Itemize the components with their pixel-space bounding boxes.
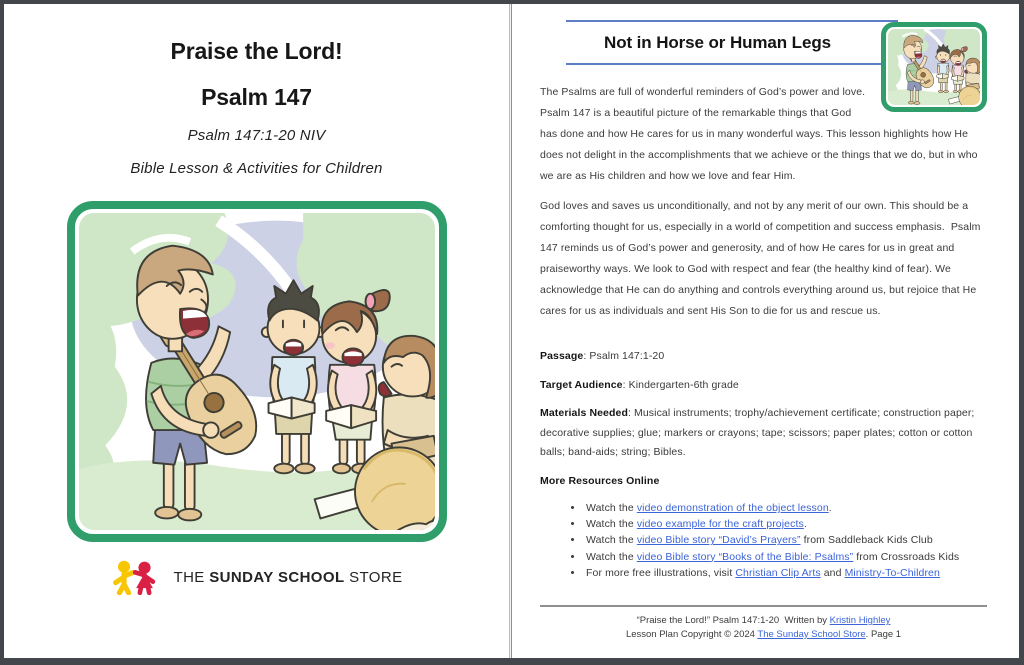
text-link[interactable]: video Bible story “David’s Prayers” — [636, 534, 801, 547]
heading-rule-bottom — [566, 63, 898, 65]
logo-text-pre: THE — [173, 568, 205, 586]
text-segment: For more free illustrations, visit — [586, 566, 736, 579]
footer-line-1 — [540, 614, 987, 628]
page-footer — [540, 605, 987, 642]
footer-line-2 — [540, 628, 987, 642]
text-segment: . — [803, 518, 807, 531]
materials-line — [540, 404, 987, 463]
publisher-logo-text — [174, 569, 403, 586]
cover-page — [4, 4, 509, 658]
singing-children-illustration — [79, 213, 435, 530]
cover-illustration — [67, 201, 447, 542]
text-segment: and — [820, 566, 845, 579]
text-segment: Watch the — [586, 534, 637, 547]
text-link[interactable]: video demonstration of the object lesson — [636, 502, 829, 514]
list-item — [584, 549, 987, 565]
document-spread — [4, 4, 1019, 658]
logo-text-bold: SUNDAY SCHOOL — [209, 568, 345, 586]
passage-label: Passage — [540, 350, 584, 362]
text-link[interactable]: video Bible story “Books of the Bible: Psalms” — [636, 550, 854, 563]
lesson-title-line1: Praise the Lord! — [170, 38, 343, 64]
section-heading-block — [566, 20, 898, 65]
list-item — [584, 500, 987, 516]
text-segment: from Crossroads Kids — [853, 550, 960, 563]
resources-heading — [540, 472, 987, 492]
text-segment: . — [828, 502, 832, 514]
passage-subtitle: Psalm 147:1-20 NIV — [187, 127, 326, 144]
materials-label: Materials Needed — [540, 407, 628, 419]
lesson-type-subtitle: Bible Lesson & Activities for Children — [130, 160, 383, 177]
footer-rule — [540, 605, 987, 607]
children-holding-hands-icon — [111, 559, 165, 595]
audience-line — [540, 376, 987, 396]
resources-list — [584, 500, 987, 581]
heading-rule-top — [566, 20, 898, 22]
list-item — [584, 565, 987, 581]
list-item — [584, 532, 987, 548]
intro-paragraph-2: God loves and saves us unconditionally, and not by any merit of our own. This should be a comforting thought for us, especially in a world of competition and success emphasis. Psalm 147 reminds us of God’s power and generosity, and of how He cares for us in great and praiseworthy ways. We look to God with respect and fear (the healthy kind of fear). We acknowledge that He can do anything and controls everything around us, but rejoice that He cares for us as individuals and sent His Son to die for us and rescue us. — [540, 200, 981, 317]
lesson-meta — [540, 347, 987, 491]
text-segment: “Praise the Lord!” Psalm 147:1-20 Written by — [636, 615, 830, 626]
text-segment: Watch the — [586, 502, 637, 514]
lesson-title-line2: Psalm 147 — [201, 84, 312, 110]
audience-value: : Kindergarten-6th grade — [622, 378, 739, 391]
text-link[interactable]: Ministry-To-Children — [844, 566, 940, 579]
passage-value: : Psalm 147:1-20 — [583, 350, 665, 362]
passage-line — [540, 347, 987, 367]
intro-paragraph-1: The Psalms are full of wonderful reminders of God’s power and love. Psalm 147 is a beautiful picture of the remarkable things that God has done and how He cares for us in many wonderful ways. This lesson highlights how He does not delight in the accomplishments that we achieve or the things that we do, but in who we are as His children and how we love and fear Him. — [540, 86, 978, 182]
logo-text-post: STORE — [349, 568, 403, 586]
text-segment: . Page 1 — [865, 629, 902, 640]
resources-label: More Resources Online — [540, 474, 660, 487]
text-segment: Watch the — [586, 550, 637, 563]
text-segment: Watch the — [586, 518, 637, 531]
publisher-logo — [4, 559, 509, 595]
audience-label: Target Audience — [540, 378, 623, 391]
text-link[interactable]: video example for the craft projects — [636, 518, 804, 531]
text-link[interactable]: Christian Clip Arts — [735, 566, 821, 579]
lesson-thumbnail — [881, 22, 987, 112]
list-item — [584, 516, 987, 532]
lesson-page — [512, 4, 1019, 658]
materials-value: : Musical instruments; trophy/achievement certificate; construction paper; decorative supplies; glue; markers or crayons; tape; scissors; paper plates; cotton or cotton balls; band-aids; string; Bibles. — [540, 407, 975, 458]
text-segment: from Saddleback Kids Club — [800, 534, 933, 547]
text-link[interactable]: Kristin Highley — [829, 615, 891, 626]
text-segment: Lesson Plan Copyright © 2024 — [625, 629, 758, 640]
singing-children-illustration-small — [888, 29, 980, 105]
text-link[interactable]: The Sunday School Store — [757, 629, 866, 640]
section-heading: Not in Horse or Human Legs — [604, 33, 831, 52]
